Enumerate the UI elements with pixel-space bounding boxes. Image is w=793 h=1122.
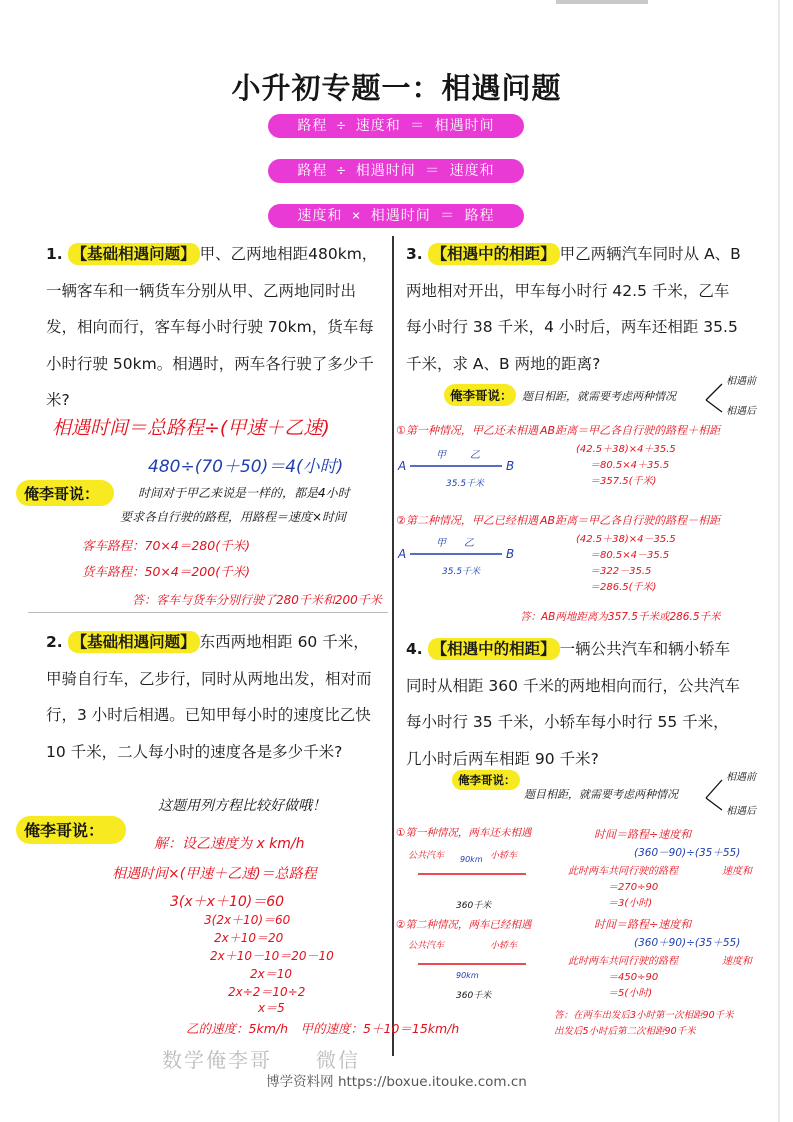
hw-step: 2x＋10－10＝20－10 [210, 949, 334, 963]
hw-step: x＝5 [258, 1001, 285, 1015]
hw-note: 速度和 [722, 956, 752, 967]
hw-step: ＝80.5×4－35.5 [590, 550, 670, 561]
diagram-label-b: B [506, 547, 515, 561]
hw-formula: 相遇时间＝总路程÷(甲速＋乙速) [52, 417, 330, 439]
diagram-label-bus: 公共汽车 [408, 851, 445, 861]
section-divider [28, 612, 388, 613]
hw-calc: 480÷(70＋50)＝4(小时) [148, 457, 344, 477]
hw-note: 这题用列方程比较好做哦！ [158, 798, 326, 814]
diagram-label-car: 小轿车 [490, 851, 518, 861]
diagram-label-bus: 公共汽车 [408, 941, 445, 951]
page-footer: 博学资料网 https://boxue.itouke.com.cn [266, 1074, 527, 1090]
formula-banner-2: 路程 ÷ 相遇时间 ＝ 速度和 [268, 159, 524, 183]
problem-number: 1. [46, 245, 63, 263]
problem-text: 甲乙两辆汽车同时从 A、B 两地相对开出，甲车每小时行 42.5 千米，乙车每小时行 38 千米，4 小时后，两车还相距 35.5 千米，求 A、B 两地的距离? [406, 245, 741, 373]
badge: 俺李哥说： [450, 388, 513, 403]
problem-text: 一辆公共汽车和辆小轿车同时从相距 360 千米的两地相向而行，公共汽车每小时行 35 千米，小轿车每小时行 55 千米，几小时后两车相距 90 千米? [406, 640, 740, 768]
top-edge-mark [556, 0, 648, 4]
diagram-label-yi: 乙 [470, 450, 480, 461]
solution-1 [0, 400, 390, 612]
problem-text: 甲、乙两地相距480km，一辆客车和一辆货车分别从甲、乙两地同时出发，相向而行，客车每小时行驶 70km，货车每小时行驶 50km。相遇时，两车各行驶了多少千米? [46, 245, 378, 409]
hw-step: (360＋90)÷(35＋55) [634, 937, 741, 949]
hw-note: 此时两车共同行驶的路程 [568, 956, 678, 967]
hw-answer: 答：客车与货车分别行驶了280千米和200千米 [132, 593, 382, 607]
problem-tag: 【相遇中的相距】 [428, 638, 560, 660]
hw-note: 题目相距，就需要考虑两种情况 [524, 788, 678, 801]
formula-banner-1: 路程 ÷ 速度和 ＝ 相遇时间 [268, 114, 524, 138]
page-edge-line [778, 0, 780, 1122]
diagram-label-a: A [398, 547, 407, 561]
diagram-gap: 90km [460, 855, 483, 864]
hw-step: (42.5＋38)×4＋35.5 [576, 444, 676, 455]
badge: 俺李哥说： [24, 485, 100, 503]
hw-case-formula: AB距离＝甲乙各自行驶的路程－相距 [540, 514, 721, 527]
hw-case: ①第一种情况，甲乙还未相遇 [396, 424, 538, 437]
hw-answer: 答：在两车出发后3小时第一次相距90千米 [554, 1010, 734, 1021]
hw-case-formula: AB距离＝甲乙各自行驶的路程＋相距 [540, 424, 721, 437]
hw-branch-label: 相遇前 [726, 376, 756, 387]
solution-4 [394, 766, 778, 1046]
hw-answer: 出发后5小时后第二次相距90千米 [554, 1026, 696, 1037]
page-title: 小升初专题一：相遇问题 [231, 71, 562, 105]
diagram-gap: 35.5千米 [442, 567, 481, 577]
hw-case: ①第一种情况，两车还未相遇 [396, 827, 532, 839]
hw-step: 3(x＋x＋10)＝60 [170, 894, 285, 910]
hw-line: 客车路程：70×4＝280(千米) [82, 538, 250, 553]
diagram-label-car: 小轿车 [490, 941, 518, 951]
hw-note: 要求各自行驶的路程，用路程＝速度×时间 [120, 510, 347, 524]
hw-branch-label: 相遇后 [726, 806, 756, 817]
hw-case: ②第二种情况，甲乙已经相遇 [396, 514, 538, 527]
hw-step: ＝286.5(千米) [590, 582, 657, 593]
hw-step: ＝450÷90 [608, 972, 659, 983]
problem-number: 2. [46, 633, 63, 651]
problem-number: 3. [406, 245, 423, 263]
hw-note: 此时两车共同行驶的路程 [568, 866, 678, 877]
diagram-total: 360千米 [456, 901, 492, 911]
hw-note: 题目相距，就需要考虑两种情况 [522, 390, 676, 403]
hw-step: 2x＋10＝20 [214, 931, 284, 945]
problem-1 [46, 236, 384, 419]
watermark: 数学俺李哥 微信 [162, 1048, 360, 1072]
hw-step: ＝270÷90 [608, 882, 659, 893]
hw-note: 时间对于甲乙来说是一样的，都是4小时 [138, 486, 350, 500]
hw-step: 2x＝10 [250, 967, 293, 981]
hw-step: ＝5(小时) [608, 988, 653, 999]
problem-2 [46, 624, 384, 770]
hw-step: ＝80.5×4＋35.5 [590, 460, 670, 471]
diagram-label-jia: 甲 [436, 450, 446, 461]
hw-step: ＝357.5(千米) [590, 476, 657, 487]
solution-3 [394, 372, 778, 626]
hw-case: ②第二种情况，两车已经相遇 [396, 919, 532, 931]
hw-step: ＝322－35.5 [590, 566, 652, 577]
badge: 俺李哥说： [24, 821, 105, 840]
hw-step: 2x÷2＝10÷2 [228, 985, 306, 999]
badge: 俺李哥说： [458, 773, 516, 787]
diagram-gap: 90km [456, 971, 479, 980]
problem-text: 东西两地相距 60 千米，甲骑自行车，乙步行，同时从两地出发，相对而行，3 小时后相遇。已知甲每小时的速度比乙快 10 千米，二人每小时的速度各是多少千米? [46, 633, 372, 761]
hw-case-formula: 时间＝路程÷速度和 [594, 828, 692, 841]
problem-tag: 【基础相遇问题】 [68, 243, 200, 265]
hw-case-formula: 时间＝路程÷速度和 [594, 918, 692, 931]
hw-branch-label: 相遇前 [726, 772, 756, 783]
hw-branch [706, 780, 722, 810]
hw-line: 货车路程：50×4＝200(千米) [82, 564, 250, 579]
hw-step: (42.5＋38)×4－35.5 [576, 534, 676, 545]
diagram-gap: 35.5千米 [446, 479, 485, 489]
hw-let: 解：设乙速度为 x km/h [154, 836, 305, 852]
problem-4 [406, 631, 744, 777]
diagram-label-a: A [398, 459, 407, 473]
diagram-total: 360千米 [456, 991, 492, 1001]
hw-answer: 乙的速度：5km/h 甲的速度：5＋10＝15km/h [186, 1021, 460, 1036]
diagram-label-jia: 甲 [436, 538, 446, 549]
problem-number: 4. [406, 640, 423, 658]
problem-tag: 【相遇中的相距】 [428, 243, 560, 265]
hw-step: 3(2x＋10)＝60 [204, 913, 291, 927]
hw-branch [706, 384, 722, 412]
hw-note: 速度和 [722, 866, 752, 877]
diagram-label-yi: 乙 [464, 538, 474, 549]
hw-formula: 相遇时间×(甲速＋乙速)＝总路程 [112, 866, 317, 882]
problem-3 [406, 236, 744, 382]
diagram-label-b: B [506, 459, 515, 473]
hw-step: ＝3(小时) [608, 898, 653, 909]
formula-banner-3: 速度和 × 相遇时间 ＝ 路程 [268, 204, 524, 228]
hw-step: (360－90)÷(35＋55) [634, 847, 741, 859]
hw-answer: 答：AB两地距离为357.5千米或286.5千米 [520, 611, 721, 623]
hw-branch-label: 相遇后 [726, 406, 756, 417]
problem-tag: 【基础相遇问题】 [68, 631, 200, 653]
